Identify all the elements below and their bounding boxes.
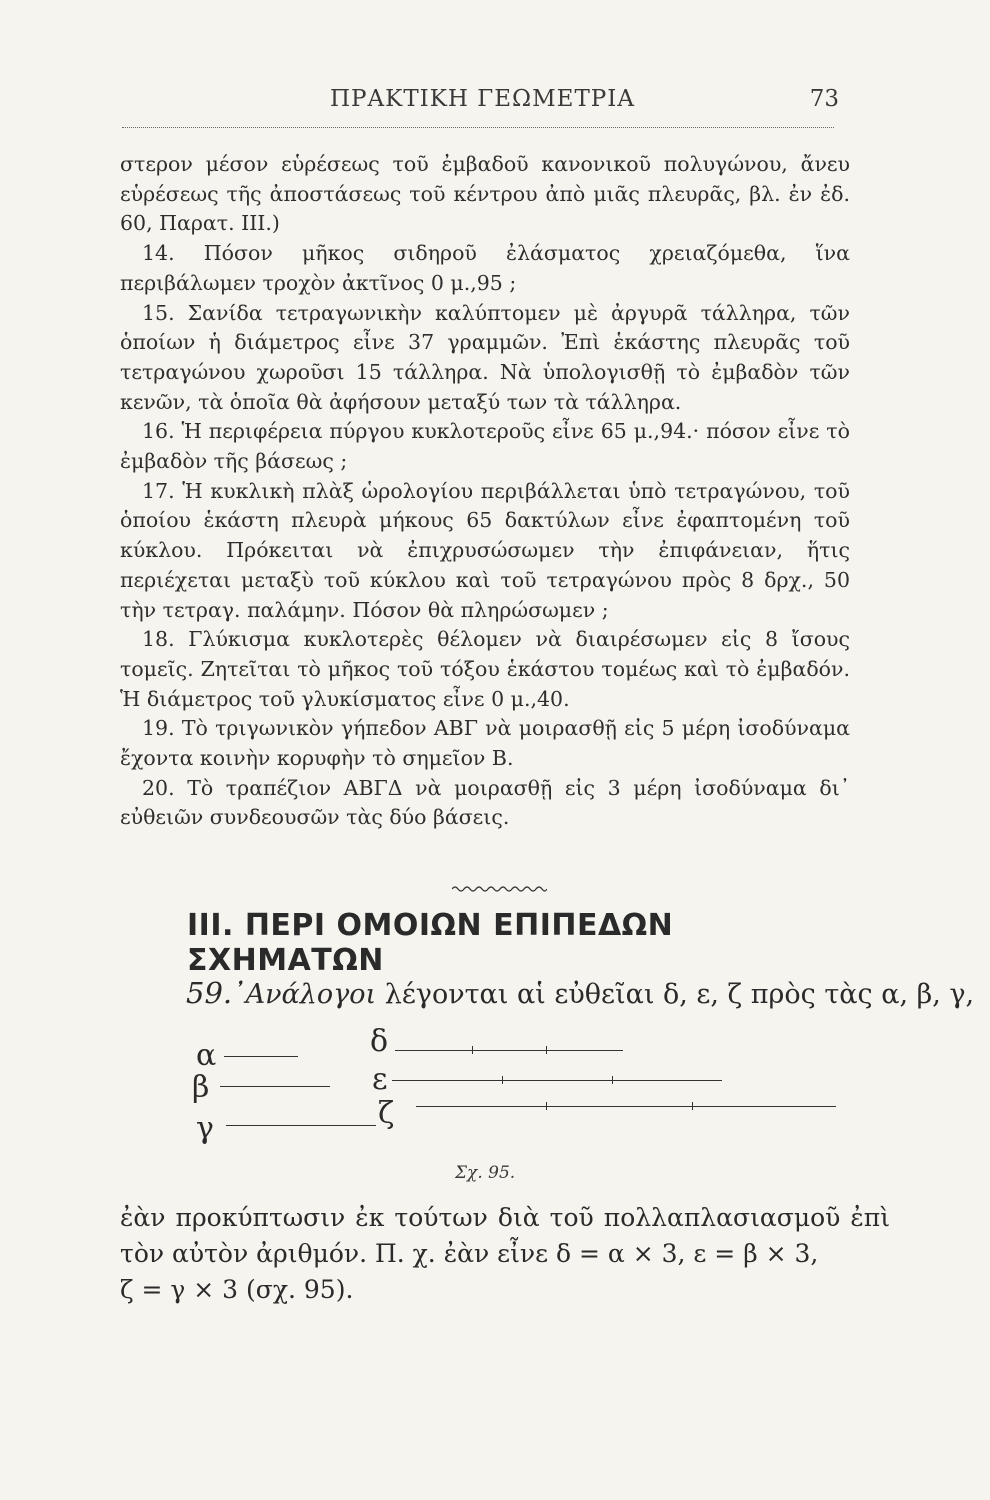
section-heading: III. ΠΕΡΙ ΟΜΟΙΩΝ ΕΠΙΠΕΔΩΝ ΣΧΗΜΑΤΩΝ [187,908,674,978]
epsilon-tick [612,1076,613,1084]
exercise-17: 17. Ἡ κυκλικὴ πλὰξ ὡρολογίου περιβάλλεται ὑπὸ τετραγώνου, τοῦ ὁποίου ἑκάστη πλευρὰ μήκους 65 δακτύλων εἶνε ἐφαπτομένη τοῦ κύκλου. Πρόκειται νὰ ἐπιχρυσώσωμεν τὴν ἐπιφάνειαν, ἥτις περιέχεται μεταξὺ τοῦ κύκλου καὶ τοῦ τετραγώνου πρὸς 8 δρχ., 50 τὴν τετραγ. παλάμην. Πόσον θὰ πληρώσωμεν ; [120,478,850,622]
header-rule [122,127,834,128]
segment-beta [220,1086,330,1087]
definition-term: ᾽Ανάλογοι [232,979,377,1010]
segment-delta [395,1050,623,1051]
exercise-14: 14. Πόσον μῆκος σιδηροῦ ἐλάσματος χρειαζόμεθα, ἵνα περιβάλωμεν τροχὸν ἀκτῖνος 0 μ.,95 ; [120,241,850,295]
segment-alpha [224,1056,298,1057]
label-delta: δ [370,1024,389,1059]
exercise-16: 16. Ἡ περιφέρεια πύργου κυκλοτεροῦς εἶνε 65 μ.,94.· πόσον εἶνε τὸ ἐμβαδὸν τῆς βάσεως ; [120,419,850,474]
label-epsilon: ε [372,1062,388,1097]
wavy-divider [452,884,547,894]
closing-line-1: ἐὰν προκύπτωσιν ἐκ τούτων διὰ τοῦ πολλαπλασιασμοῦ ἐπὶ τὸν αὐτὸν ἀριθμόν. Π. χ. ἐὰν εἶνε δ = α × 3, ε = β × 3, [120,1203,890,1268]
exercise-text [120,150,850,833]
zeta-tick [692,1102,693,1110]
segment-zeta [416,1106,836,1107]
segment-gamma [226,1125,376,1126]
delta-tick [546,1046,547,1054]
paragraph-continuation: στερον μέσον εὑρέσεως τοῦ ἐμβαδοῦ κανονικοῦ πολυγώνου, ἄνευ εὑρέσεως τῆς ἀποστάσεως τοῦ κέντρου ἀπὸ μιᾶς πλευρᾶς, βλ. ἐν ἐδ. 60, Παρατ. III.) [120,152,850,236]
closing-line-2: ζ = γ × 3 (σχ. 95). [120,1275,354,1304]
exercise-18: 18. Γλύκισμα κυκλοτερὲς θέλομεν νὰ διαιρέσωμεν εἰς 8 ἴσους τομεῖς. Ζητεῖται τὸ μῆκος τοῦ τόξου ἑκάστου τομέως καὶ τὸ ἐμβαδόν. Ἡ διάμετρος τοῦ γλυκίσματος εἶνε 0 μ.,40. [120,627,850,711]
label-alpha: α [196,1038,217,1073]
definition-59 [186,976,975,1010]
label-zeta: ζ [378,1096,395,1131]
figure-95 [180,1018,850,1148]
running-title: ΠΡΑΚΤΙΚΗ ΓΕΩΜΕΤΡΙΑ [330,86,635,112]
running-header [120,86,845,122]
label-gamma: γ [196,1111,214,1146]
definition-number: 59. [186,976,233,1010]
figure-caption: Σχ. 95. [455,1163,516,1183]
definition-text: λέγονται αἱ εὐθεῖαι δ, ε, ζ πρὸς τὰς α, β, γ, [376,979,975,1010]
segment-epsilon [392,1080,722,1081]
exercise-20: 20. Τὸ τραπέζιον ΑΒΓΔ νὰ μοιρασθῇ εἰς 3 μέρη ἰσοδύναμα δι᾽ εὐθειῶν συνδεουσῶν τὰς δύο βάσεις. [120,775,850,830]
closing-text [120,1200,890,1308]
exercise-19: 19. Τὸ τριγωνικὸν γήπεδον ΑΒΓ νὰ μοιρασθῇ εἰς 5 μέρη ἰσοδύναμα ἔχοντα κοινὴν κορυφὴν τὸ σημεῖον Β. [120,716,850,771]
delta-tick [472,1046,473,1054]
epsilon-tick [502,1076,503,1084]
exercise-15: 15. Σανίδα τετραγωνικὴν καλύπτομεν μὲ ἀργυρᾶ τάλληρα, τῶν ὁποίων ἡ διάμετρος εἶνε 37 γραμμῶν. Ἐπὶ ἑκάστης πλευρᾶς τοῦ τετραγώνου χωροῦσι 15 τάλληρα. Νὰ ὑπολογισθῇ τὸ ἐμβαδὸν τῶν κενῶν, τὰ ὁποῖα θὰ ἀφήσουν μεταξύ των τὰ τάλληρα. [120,300,850,414]
zeta-tick [546,1102,547,1110]
page-number: 73 [809,86,839,112]
label-beta: β [192,1070,210,1105]
